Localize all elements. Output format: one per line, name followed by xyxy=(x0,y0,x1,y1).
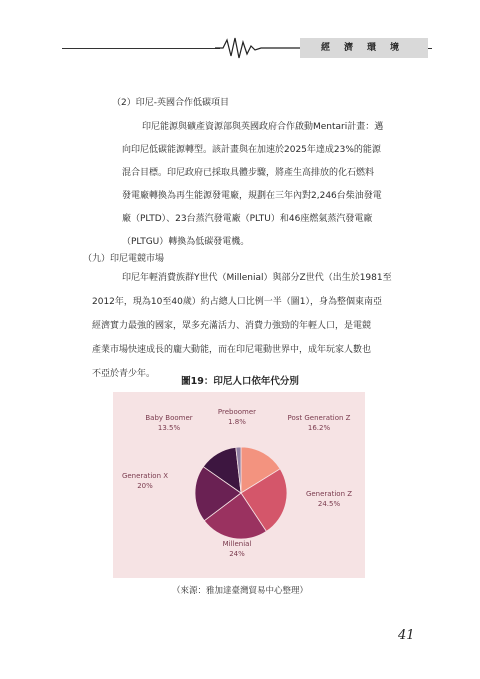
pie-label-value: 24% xyxy=(229,550,245,558)
paragraph1-line: （PLTGU）轉換為低碳發電機。 xyxy=(122,237,250,247)
paragraph1-line: 向印尼低碳能源轉型。該計畫與在加速於2025年達成23%的能源 xyxy=(122,145,381,155)
section-heading: （九）印尼電競市場 xyxy=(83,254,165,264)
paragraph1-line: 發電廠轉換為再生能源發電廠，規劃在三年內對2,246台柴油發電 xyxy=(122,191,382,201)
paragraph1-line: 混合目標。印尼政府已採取具體步驟，將產生高排放的化石燃料 xyxy=(122,168,375,178)
figure-source: （來源：雅加達臺灣貿易中心整理） xyxy=(171,586,308,596)
pie-label-name: Generation X xyxy=(121,472,169,480)
paragraph1-line: 印尼能源與礦產資源部與英國政府合作啟動Mentari計畫：邁 xyxy=(142,122,384,132)
chart-panel xyxy=(113,392,365,578)
pie-label-name: Millenial xyxy=(222,540,252,548)
heartbeat-wave-icon xyxy=(215,36,305,60)
paragraph2-line: 印尼年輕消費族群Y世代（Millenial）與部分Z世代（出生於1981至 xyxy=(122,273,392,283)
pie-label-name: Generation Z xyxy=(305,490,353,498)
paragraph2-line: 經濟實力最強的國家，眾多充滿活力、消費力強勁的年輕人口，是電競 xyxy=(92,321,372,331)
pie-label-value: 13.5% xyxy=(157,424,181,432)
paragraph2-line: 2012年，現為10至40歲）約占總人口比例一半（圖1），身為整個東南亞 xyxy=(92,297,383,307)
paragraph1-line: 廠（PLTD）、23台蒸汽發電廠（PLTU）和46座燃氣蒸汽發電廠 xyxy=(122,214,373,224)
pie-label-value: 1.8% xyxy=(228,418,246,426)
pie-label-value: 16.2% xyxy=(307,424,331,432)
page-number: 41 xyxy=(398,628,415,643)
pie-label-name: Baby Boomer xyxy=(145,414,193,422)
pie-label-value: 20% xyxy=(137,482,153,490)
pie-label-generation-z xyxy=(289,489,369,509)
header-section-label: 經濟環境 xyxy=(300,38,428,58)
sub-heading: （2）印尼-英國合作低碳項目 xyxy=(112,98,229,108)
pie-label-name: Post Generation Z xyxy=(287,414,351,422)
paragraph2-line: 產業市場快速成長的龐大動能，而在印尼電動世界中，成年玩家人數也 xyxy=(92,345,372,355)
pie-label-generation-x xyxy=(105,471,185,491)
header-rule-right xyxy=(428,48,432,49)
header-rule-left xyxy=(62,48,220,49)
pie-label-millenial xyxy=(197,539,277,559)
figure-caption: 圖19：印尼人口依年代分別 xyxy=(181,376,299,387)
pie-label-value: 24.5% xyxy=(317,500,341,508)
pie-label-post-generation-z xyxy=(279,413,359,433)
paragraph2-line: 不亞於青少年。 xyxy=(92,369,156,379)
pie-label-name: Preboomer xyxy=(217,408,257,416)
pie-label-preboomer xyxy=(197,407,277,427)
